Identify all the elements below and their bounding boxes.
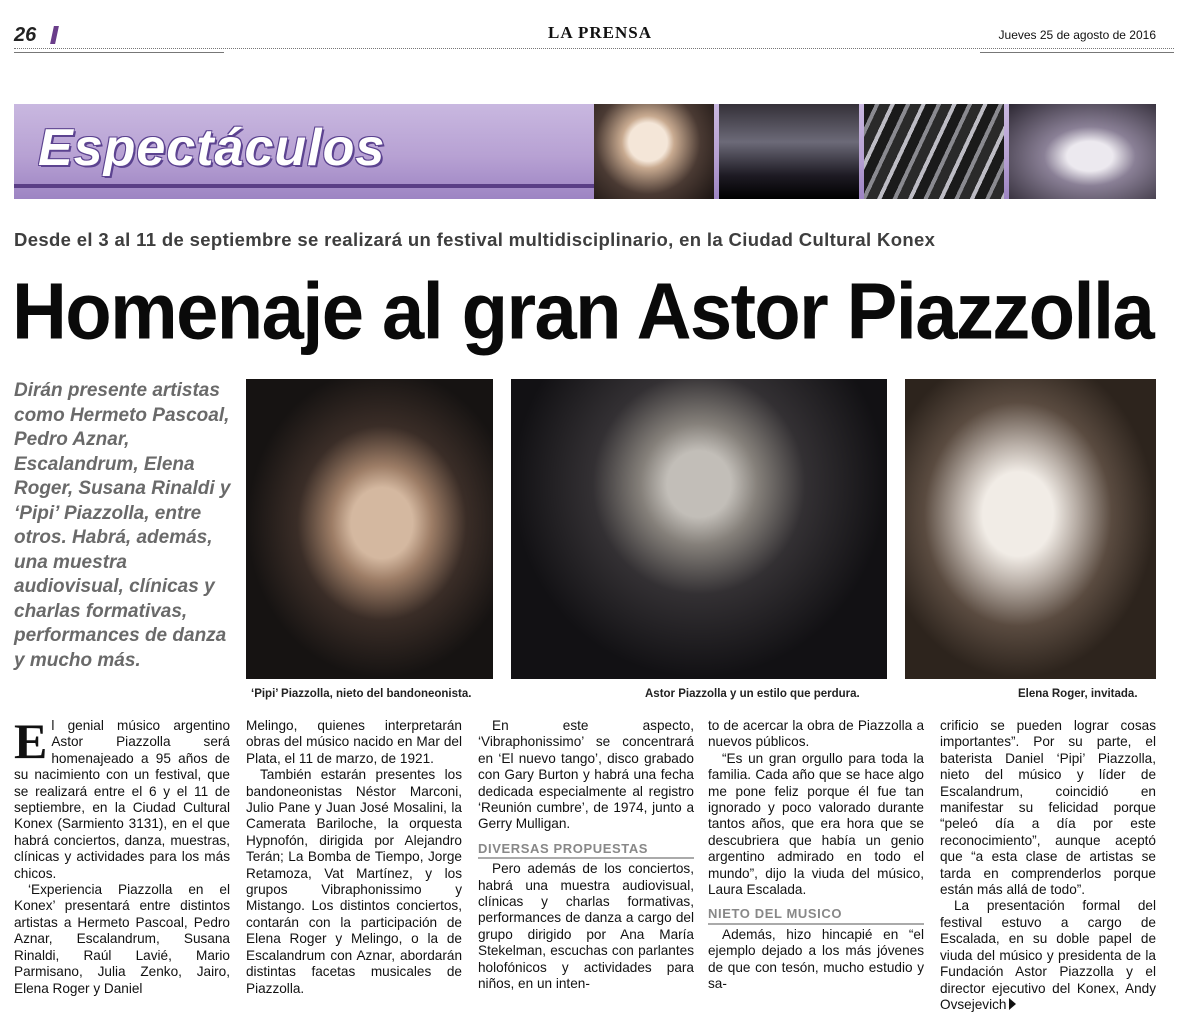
paragraph-text: l genial músico argentino Astor Piazzolla será homenajeado a 95 años de su nacimiento con un festival, que se realizará entre el 6 y el 11 de septiembre, en la Ciudad Cultural Konex (Sarmiento 3131), en el que habrá conciertos, danza, muestras, clínicas y actividades para los más chicos.: [14, 718, 230, 881]
body-column-3: [478, 718, 694, 993]
banner-photo-dancer: [1009, 104, 1156, 199]
body-paragraph: También estarán presentes los bandoneonistas Néstor Marconi, Julio Pane y Juan José Mosalini, la Camerata Bariloche, la orquesta Hypnofón, dirigida por Alejandro Terán; La Bomba de Tiempo, Jorge Retamoza, Vat Martínez, y los grupos Vibraphonissimo y Mistango. Los distintos conciertos, contarán con la participación de Elena Roger y Melingo, o la de Escalandrum con Aznar, abordarán distintas facetas musicales de Piazzolla.: [246, 767, 462, 996]
banner-stripe: [14, 184, 614, 188]
photo-caption-3: Elena Roger, invitada.: [1018, 688, 1138, 700]
end-of-article-icon: [1009, 998, 1016, 1010]
header-rule-right: [980, 52, 1174, 53]
photo-astor-piazzolla: [511, 379, 887, 679]
section-banner: [14, 104, 1156, 199]
page-number: 26: [14, 24, 37, 46]
body-paragraph: “Es un gran orgullo para toda la familia. Cada año que se hace algo me pone feliz porque él fue tan ignorado y poco valorado durante tantos años, que era hora que se descubriera que había un genio argentino admirado en todo el mundo”, dijo la viuda del músico, Laura Escalada.: [708, 750, 924, 898]
banner-photo-stage: [719, 104, 859, 199]
masthead: LA PRENSA: [548, 23, 652, 42]
body-paragraph: ‘Experiencia Piazzolla en el Konex’ presentará entre distintos artistas a Hermeto Pascoal, Pedro Aznar, Escalandrum, Susana Rinaldi, Raúl Lavié, Mario Parmisano, Julia Zenko, Jairo, Elena Roger y Daniel: [14, 882, 230, 996]
body-paragraph: [940, 898, 1156, 1013]
photo-caption-1: ‘Pipi’ Piazzolla, nieto del bandoneonista.: [251, 688, 472, 700]
header-rule-left: [14, 52, 224, 53]
drop-cap: E: [14, 713, 48, 769]
article-headline: Homenaje al gran Astor Piazzolla: [12, 267, 1154, 357]
issue-date: Jueves 25 de agosto de 2016: [998, 28, 1156, 42]
subhead-diversas-propuestas: DIVERSAS PROPUESTAS: [478, 841, 694, 859]
article-kicker: Desde el 3 al 11 de septiembre se realizará un festival multidisciplinario, en la Ciudad Cultural Konex: [14, 229, 936, 250]
header-rule: [14, 48, 1174, 49]
body-paragraph: crificio se pueden lograr cosas importantes”. Por su parte, el baterista Daniel ‘Pipi’ Piazzolla, nieto del músico y líder de Escalandrum, coincidió en manifestar su felicidad porque “peleó día a día por este reconocimiento”, aunque aceptó que “a esta clase de artistas se tarda en comprenderlos porque están más allá de todo”.: [940, 718, 1156, 898]
banner-photo-actress: [594, 104, 714, 199]
body-paragraph: Pero además de los conciertos, habrá una muestra audiovisual, clínicas y charlas formativas, performances de danza a cargo del grupo dirigido por Ana María Stekelman, escuchas con parlantes holofónicos y actividades para niños, en un inten-: [478, 861, 694, 992]
body-column-1: [14, 713, 230, 997]
photo-pipi-piazzolla: [246, 379, 493, 679]
body-paragraph: [14, 713, 230, 882]
body-paragraph: to de acercar la obra de Piazzolla a nuevos públicos.: [708, 718, 924, 750]
body-column-4: [708, 718, 924, 993]
body-column-2: [246, 718, 462, 997]
section-title: Espectáculos: [38, 119, 386, 177]
paragraph-text: La presentación formal del festival estuvo a cargo de Escalada, en su doble papel de viuda del músico y presidenta de la Fundación Astor Piazzolla y el director ejecutivo del Konex, Andy Ovsejevich: [940, 898, 1156, 1012]
photo-elena-roger: [905, 379, 1156, 679]
body-paragraph: Melingo, quienes interpretarán obras del músico nacido en Mar del Plata, el 11 de marzo, de 1921.: [246, 718, 462, 766]
photo-caption-2: Astor Piazzolla y un estilo que perdura.: [645, 688, 860, 700]
article-lead: Dirán presente artistas como Hermeto Pascoal, Pedro Aznar, Escalandrum, Elena Roger, Susana Rinaldi y ‘Pipi’ Piazzolla, entre otros. Habrá, además, una muestra audiovisual, clínicas y charlas formativas, performances de danza y mucho más.: [14, 380, 231, 671]
body-column-5: [940, 718, 1156, 1013]
body-paragraph: En este aspecto, ‘Vibraphonissimo’ se concentrará en ‘El nuevo tango’, disco grabado con Gary Burton y habrá una fecha dedicada especialmente al registro ‘Reunión cumbre’, de 1974, junto a Gerry Mulligan.: [478, 718, 694, 832]
banner-photo-film-reel: [864, 104, 1004, 199]
body-paragraph: Además, hizo hincapié en “el ejemplo dejado a los más jóvenes de que con tesón, mucho estudio y sa-: [708, 926, 924, 992]
subhead-nieto-del-musico: NIETO DEL MUSICO: [708, 906, 924, 924]
